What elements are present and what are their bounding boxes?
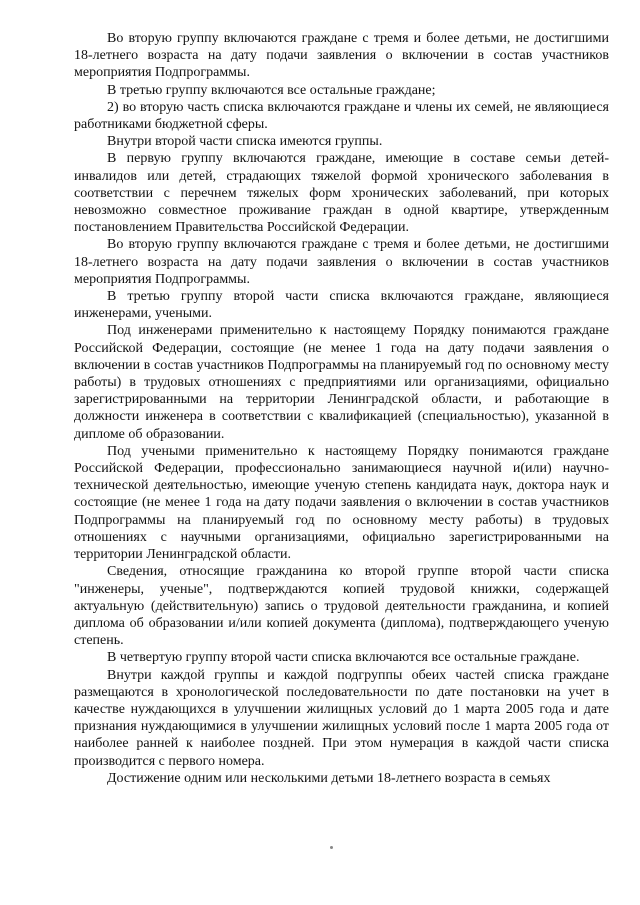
paragraph-8: Под инженерами применительно к настоящему Порядку понимаются граждане Российской Федерации, состоящие (не менее 1 года на дату подачи заявления о включении в состав участников Подпрограммы на планируемый год по основному месту работы) в трудовых отношениях с предприятиями или организациями, официально зарегистрированными на территории Ленинградской области, и работающие в должности инженера в соответствии с квалификацией (специальностью), указанной в дипломе об образовании. — [74, 323, 609, 442]
paragraph-5: В первую группу включаются граждане, имеющие в составе семьи детей-инвалидов или детей, страдающих тяжелой формой хронического заболевания в соответствии с перечнем тяжелых форм хронических заболеваний, при которых невозможно совместное проживание граждан в одной квартире, утвержденным постановлением Правительства Российской Федерации. — [74, 151, 609, 236]
paragraph-4: Внутри второй части списка имеются группы. — [107, 134, 383, 150]
paragraph-3: 2) во вторую часть списка включаются граждане и члены их семей, не являющиеся работниками бюджетной сферы. — [74, 99, 609, 133]
paragraph-1: Во вторую группу включаются граждане с тремя и более детьми, не достигшими 18-летнего возраста на дату подачи заявления о включении в состав участников мероприятия Подпрограммы. — [74, 31, 609, 81]
paragraph-12: Внутри каждой группы и каждой подгруппы обеих частей списка граждане размещаются в хронологической последовательности по дате постановки на учет в качестве нуждающихся в улучшении жилищных условий до 1 марта 2005 года и дате признания нуждающимися в улучшении жилищных условий после 1 марта 2005 года от наиболее ранней к наиболее поздней. При этом нумерация в каждой части списка производится с первого номера. — [74, 667, 609, 769]
paragraph-7: В третью группу второй части списка включаются граждане, являющиеся инженерами, учеными. — [74, 289, 609, 322]
paragraph-13: Достижение одним или несколькими детьми 18-летнего возраста в семьях — [107, 770, 551, 786]
paragraph-6: Во вторую группу включаются граждане с тремя и более детьми, не достигшими 18-летнего возраста на дату подачи заявления о включении в состав участников мероприятия Подпрограммы. — [74, 237, 609, 287]
paragraph-10: Сведения, относящие гражданина ко второй группе второй части списка "инженеры, ученые", подтверждаются копией трудовой книжки, содержащей актуальную (действительную) запись о трудовой деятельности гражданина, и копией диплома об образовании и/или копией документа (диплома), подтверждающего ученую степень. — [74, 564, 609, 649]
scan-speck — [330, 846, 333, 849]
paragraph-9: Под учеными применительно к настоящему Порядку понимаются граждане Российской Федерации, профессионально занимающиеся научной и(или) научно-технической деятельностью, имеющие ученую степень кандидата наук, доктора наук и состоящие (не менее 1 года на дату подачи заявления о включении в состав участников Подпрограммы на планируемый год по основному месту работы) в трудовых отношениях с научными организациями, официально зарегистрированными на территории Ленинградской области. — [74, 443, 609, 563]
document-page — [74, 30, 609, 787]
paragraph-11: В четвертую группу второй части списка включаются все остальные граждане. — [107, 650, 580, 666]
paragraph-2: В третью группу включаются все остальные граждане; — [107, 82, 436, 98]
